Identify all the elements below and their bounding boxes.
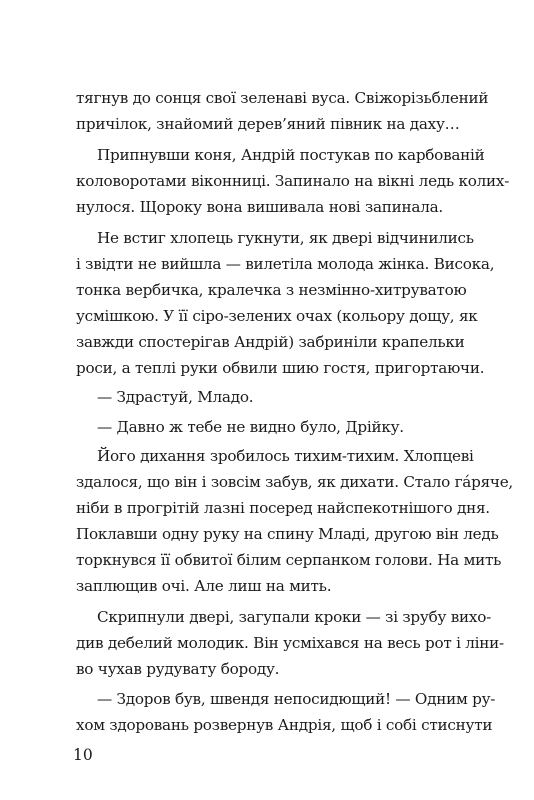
text-line: коловоротами віконниці. Запинало на вікні ледь колих- <box>76 172 510 190</box>
text-line: див дебелий молодик. Він усміхався на весь рот і ліни- <box>76 634 504 652</box>
text-line: здалося, що він і зовсім забув, як дихати. Стало гáряче, <box>76 473 514 491</box>
text-line: Скрипнули двері, загупали кроки — зі зрубу вихо- <box>97 608 492 626</box>
text-line: ніби в прогрітій лазні посеред найспекотнішого дня. <box>76 499 490 517</box>
text-line: і звідти не вийшла — вилетіла молода жінка. Висока, <box>76 255 495 273</box>
text-line: — Здрастуй, Младо. <box>97 388 254 406</box>
text-line: Його дихання зробилось тихим-тихим. Хлопцеві <box>97 447 474 465</box>
text-line: тягнув до сонця свої зеленаві вуса. Свіжорізьблений <box>76 89 489 107</box>
text-line: усмішкою. У її сіро-зелених очах (кольору дощу, як <box>76 307 478 325</box>
text-line: Припнувши коня, Андрій постукав по карбованій <box>97 146 485 164</box>
page-number: 10 <box>73 746 93 764</box>
text-line: во чухав рудувату бороду. <box>76 660 280 678</box>
text-line: — Давно ж тебе не видно було, Дрійку. <box>97 418 404 436</box>
text-line: завжди спостерігав Андрій) забриніли крапельки <box>76 333 465 351</box>
text-line: Поклавши одну руку на спину Младі, другою він ледь <box>76 525 499 543</box>
text-line: — Здоров був, швендя непосидющий! — Одним ру- <box>97 690 496 708</box>
text-line: хом здоровань розвернув Андрія, щоб і собі стиснути <box>76 716 493 734</box>
text-line: Не встиг хлопець гукнути, як двері відчинились <box>97 229 474 247</box>
text-line: причілок, знайомий дерев’яний півник на даху… <box>76 115 460 133</box>
text-line: заплющив очі. Але лиш на мить. <box>76 577 332 595</box>
text-line: торкнувся її обвитої білим серпанком голови. На мить <box>76 551 502 569</box>
text-line: тонка вербичка, кралечка з незмінно-хитруватою <box>76 281 467 299</box>
text-line: нулося. Щороку вона вишивала нові запинала. <box>76 198 443 216</box>
text-line: роси, а теплі руки обвили шию гостя, пригортаючи. <box>76 359 485 377</box>
